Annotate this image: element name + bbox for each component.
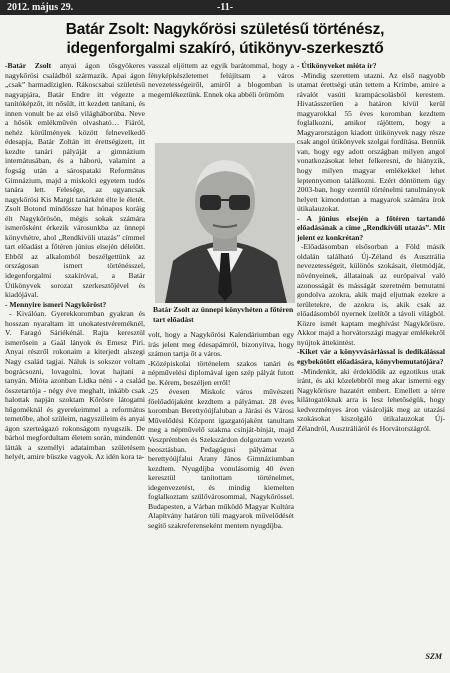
column-3 — [297, 61, 445, 433]
answer-2: -25 évesen Miskolc város művészeti főelőadójaként kezdtem a pályámat. 28 éves koromban Berettyóújfaluban a Járási és Városi Művelődési Központ igazgatójaként tanultam meg a népművelő szakma csínját-bínját, majd Veszprémben és Szekszárdon dolgoztam vezető beosztásban. Pedagógusi pályámat a berettyóújfalui Arany János Gimnáziumban kezdtem. Nyugdíjba vonulásomig 40 éven keresztül tanítottam történelmet, idegenvezetést, és mindig kiemelten foglalkoztam szülővárosommal, Nagykőrössel. Budapesten, a Várban működő Magyar Kultúra Alapítvány határon túli magyarok művelődését segítő szakreferenseként mentem nyugdíjba. — [148, 387, 294, 530]
article-headline — [0, 20, 450, 58]
portrait-photo-image — [155, 143, 295, 303]
photo-caption: Batár Zsolt az ünnepi könyvhéten a főtéren tart előadást — [153, 305, 294, 324]
answer-5: -Mindenkit, aki érdeklődik az egzotikus utak iránt, és aki közelebbről meg akar ismerni egy Nagykőrösre hazatért embert. Emellett a térre kilátogatóknak arra is lesz lehetőségük, hogy kedvezményes áron vásárolják meg az utazási szokásokat kiszolgáló útikalauzokat Új-Zélandról, Ausztráliáról és Horvátországról. — [297, 366, 445, 433]
col2-top-text: vasszal eljöttem az egyik barátommal, hogy a fényképkészletemet felújítsam a város nevezetességeiről, amiről a blogomban is megemlékeztünk. Ennek oka abbéli örömöm — [148, 61, 294, 99]
answer-3: -Mindig szerettem utazni. Az első nagyobb utamat érettségi után tettem a Krímbe, amire a rávalót vasúti krampácsolásból kerestem. Hivatásszerűen a határon kívül kerül magyarokkal 55 éves koromban kezdtem foglalkozni, amikor rájöttem, hogy a Magyarországon kiadott útikönyvek nagy része csak angol útikönyvek szolgai fordítása. Bennük van, hogy egy adott országban milyen angol vonatkozásokat lehet felkeresni, de hiányzik, hogy milyen magyar emlékekkel lehet leptennyomon találkozni. Ezért döntöttem úgy 2003-ban, hogy ezentúl történelmi tanulmányok helyett kimondottan a magyarok számára írok útikalauzokat. — [297, 70, 445, 214]
column-1 — [5, 61, 145, 462]
answer-1: - Kiválóan. Gyerekkoromban gyakran és hosszan nyaraltam itt unokatestvéreméknél, V. Faragó Sáriékénál. Rajta keresztül ismerősein a Gaál lányok és Emesz Piri. Anyai részről rokonaim a kiterjedt alszegi Nagy család tagjai. Náluk is sokszor voltam bográcsozni, lovagolni, lovat hajtani a tanyán. Mióta azonban Lidka néni - a család összetartója - négy éve meghalt, inkább csak halottak napján szoktam Kőrösre látogatni hűgoméknál és gyerekeimmel a református temetőbe, ahol szüleim, nagyszüleim és anyai ágon szerteágazó rokonságom nyugszik. De bárhol megfordultam életem során, mindenütt látták a személyi adataimban születésem helyét, amire büszke vagyok. Az idén kora ta- — [5, 309, 145, 462]
page-number: -11- — [216, 1, 234, 13]
column-2-bottom — [148, 330, 294, 530]
question-5: -Kiket vár a könyvvásárlással is dedikálással egybekötött előadására, könyvbemutatójára? — [297, 347, 445, 366]
intro-paragraph — [5, 61, 145, 300]
answer-4: -Előadásomban elsősorban a Föld másik oldalán található Új-Zéland és Ausztrália nevezetességeit, különös szokásait, életmódját, növényeinek, állatainak az európaival való azonosságát és másságát szeretném bemutatni gondolva azokra, akik majd eljutnak ezekre a területekre, de azokra is, akik csak az előadásomból nyernek ízelítőt a távoli világból. Közre ismét kaptam meghívást Nagykőrösre. Akkor majd a horvátországi magyar emlékekről nyújtok áttekintést. — [297, 242, 445, 347]
col2-after-caption: volt, hogy a Nagykőrösi Kalendáriumban egy írás jelent meg édesapámról, bizonyítva, hogy számon tartja őt a város. — [148, 330, 294, 359]
intro-text: anyai ágon tősgyökeres nagykőrösi családból származik. Apai ágon „csak” harmadíziglen. Rákoscsabai születésű nagyapjára, Batár Endre itt végezte a tanítóképzőt, itt nősült, itt kezdett tanítani, és innen vonult be az első világháborúba. Neve a hősök emlékművén olvasható… Fiáról, nehéz körülmények között felnevelkedő édesapja, Batár Zoltán itt érettségizett, itt kezdte tanári pályáját a gimnázium internátusában, és a háború, valamint a fogság után a sárospataki Református Gimnázium, majd a miskolci egyetem tudós tanára lett. Felesége, az ugyancsak nagykőrösi Kis Margit tanárként élte le életét. Zsolt Botond mindössze hat hónapos koráig élt Nagykőrösön, mégis sokak számára ismerősként érkezik városunkba az ünnepi könyvhétre, ahol „Rendkívüli utazás” címmel tart előadást a főtéren június elsején délelőtt. Ebből az alkalomból beszélgettünk az országosan ismert történésszel, idegenforgalmi szakíróval, a Batár Útikönyvek sorozat szerkesztőjével és kiadójával. — [5, 61, 145, 300]
headline-line-1: Batár Zsolt: Nagykőrösi születésű történész, — [65, 21, 385, 38]
issue-date: 2012. május 29. — [7, 1, 74, 13]
question-2: -Középiskolai történelem szakos tanári és népművelési diplomával igen szép pályát futott be. Kérem, beszéljen erről! — [148, 358, 294, 387]
author-signature: SZM — [425, 652, 442, 661]
column-2-top — [148, 61, 294, 99]
question-1: - Mennyire ismeri Nagykőröst? — [5, 299, 107, 309]
question-4: - A június elsején a főtéren tartandó előadásának a címe „Rendkívüli utazás”. Mit jelent ez konkrétan? — [297, 213, 445, 242]
portrait-photo — [155, 143, 295, 303]
intro-name: -Batár Zsolt — [5, 61, 52, 70]
page-header-bar — [0, 0, 450, 15]
question-3: - Útikönyveket mióta ír? — [297, 61, 377, 70]
headline-line-2: idegenforgalmi szakíró, útikönyv-szerkesztő — [66, 40, 384, 57]
